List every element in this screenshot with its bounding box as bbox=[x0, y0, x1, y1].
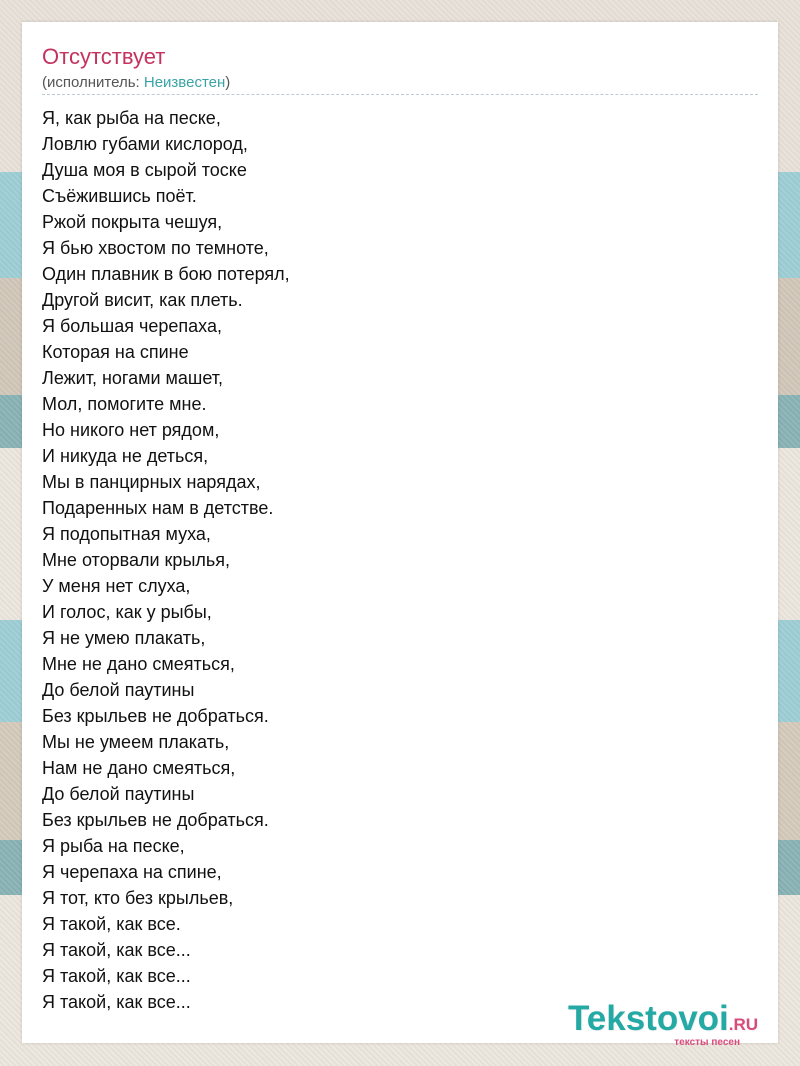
lyric-line: Я бью хвостом по темноте, bbox=[42, 238, 269, 258]
lyric-line: Один плавник в бою потерял, bbox=[42, 264, 290, 284]
lyric-line: Я тот, кто без крыльев, bbox=[42, 888, 234, 908]
site-logo[interactable] bbox=[568, 999, 778, 1047]
lyric-line: Нам не дано смеяться, bbox=[42, 758, 236, 778]
lyric-line: До белой паутины bbox=[42, 680, 195, 700]
lyric-line: Я такой, как все... bbox=[42, 992, 191, 1012]
lyric-line: Другой висит, как плеть. bbox=[42, 290, 243, 310]
lyric-line: Я большая черепаха, bbox=[42, 316, 222, 336]
lyric-line: Мол, помогите мне. bbox=[42, 394, 207, 414]
song-title: Отсутствует bbox=[42, 44, 166, 69]
lyric-line: Я черепаха на спине, bbox=[42, 862, 222, 882]
logo-wordmark bbox=[568, 999, 778, 1045]
lyric-line: Я такой, как все... bbox=[42, 966, 191, 986]
lyric-line: Я такой, как все... bbox=[42, 940, 191, 960]
artist-link[interactable]: Неизвестен bbox=[143, 74, 226, 91]
lyric-line: Мне не дано смеяться, bbox=[42, 654, 235, 674]
lyric-line: Душа моя в сырой тоске bbox=[42, 160, 247, 180]
lyric-line: Я подопытная муха, bbox=[42, 524, 211, 544]
lyrics-text bbox=[42, 105, 290, 1015]
lyric-line: Ржой покрыта чешуя, bbox=[42, 212, 223, 232]
lyric-line: Мне оторвали крылья, bbox=[42, 550, 231, 570]
lyric-line: Я не умею плакать, bbox=[42, 628, 206, 648]
lyric-line: Я, как рыба на песке, bbox=[42, 108, 221, 128]
logo-tld: .RU bbox=[728, 1015, 759, 1034]
title-divider bbox=[42, 94, 758, 95]
lyric-line: Без крыльев не добраться. bbox=[42, 810, 269, 830]
lyric-line: У меня нет слуха, bbox=[42, 576, 191, 596]
lyric-line: Которая на спине bbox=[42, 342, 189, 362]
lyric-line: Подаренных нам в детстве. bbox=[42, 498, 274, 518]
lyric-line: До белой паутины bbox=[42, 784, 195, 804]
artist-suffix: ) bbox=[225, 74, 231, 91]
lyric-line: Я рыба на песке, bbox=[42, 836, 185, 856]
lyric-line: Но никого нет рядом, bbox=[42, 420, 220, 440]
lyric-line: И голос, как у рыбы, bbox=[42, 602, 212, 622]
lyrics-page bbox=[22, 22, 778, 1048]
artist-prefix: (исполнитель: bbox=[42, 74, 144, 91]
lyric-line: И никуда не деться, bbox=[42, 446, 209, 466]
lyric-line: Я такой, как все. bbox=[42, 914, 181, 934]
lyric-line: Ловлю губами кислород, bbox=[42, 134, 248, 154]
artist-line bbox=[42, 74, 230, 91]
logo-subtitle: тексты песен bbox=[674, 1037, 740, 1048]
lyric-line: Съёжившись поёт. bbox=[42, 186, 197, 206]
lyric-line: Лежит, ногами машет, bbox=[42, 368, 224, 388]
lyric-line: Без крыльев не добраться. bbox=[42, 706, 269, 726]
lyric-line: Мы в панцирных нарядах, bbox=[42, 472, 261, 492]
logo-main-text: Tekstovoi bbox=[568, 999, 729, 1038]
lyric-line: Мы не умеем плакать, bbox=[42, 732, 230, 752]
